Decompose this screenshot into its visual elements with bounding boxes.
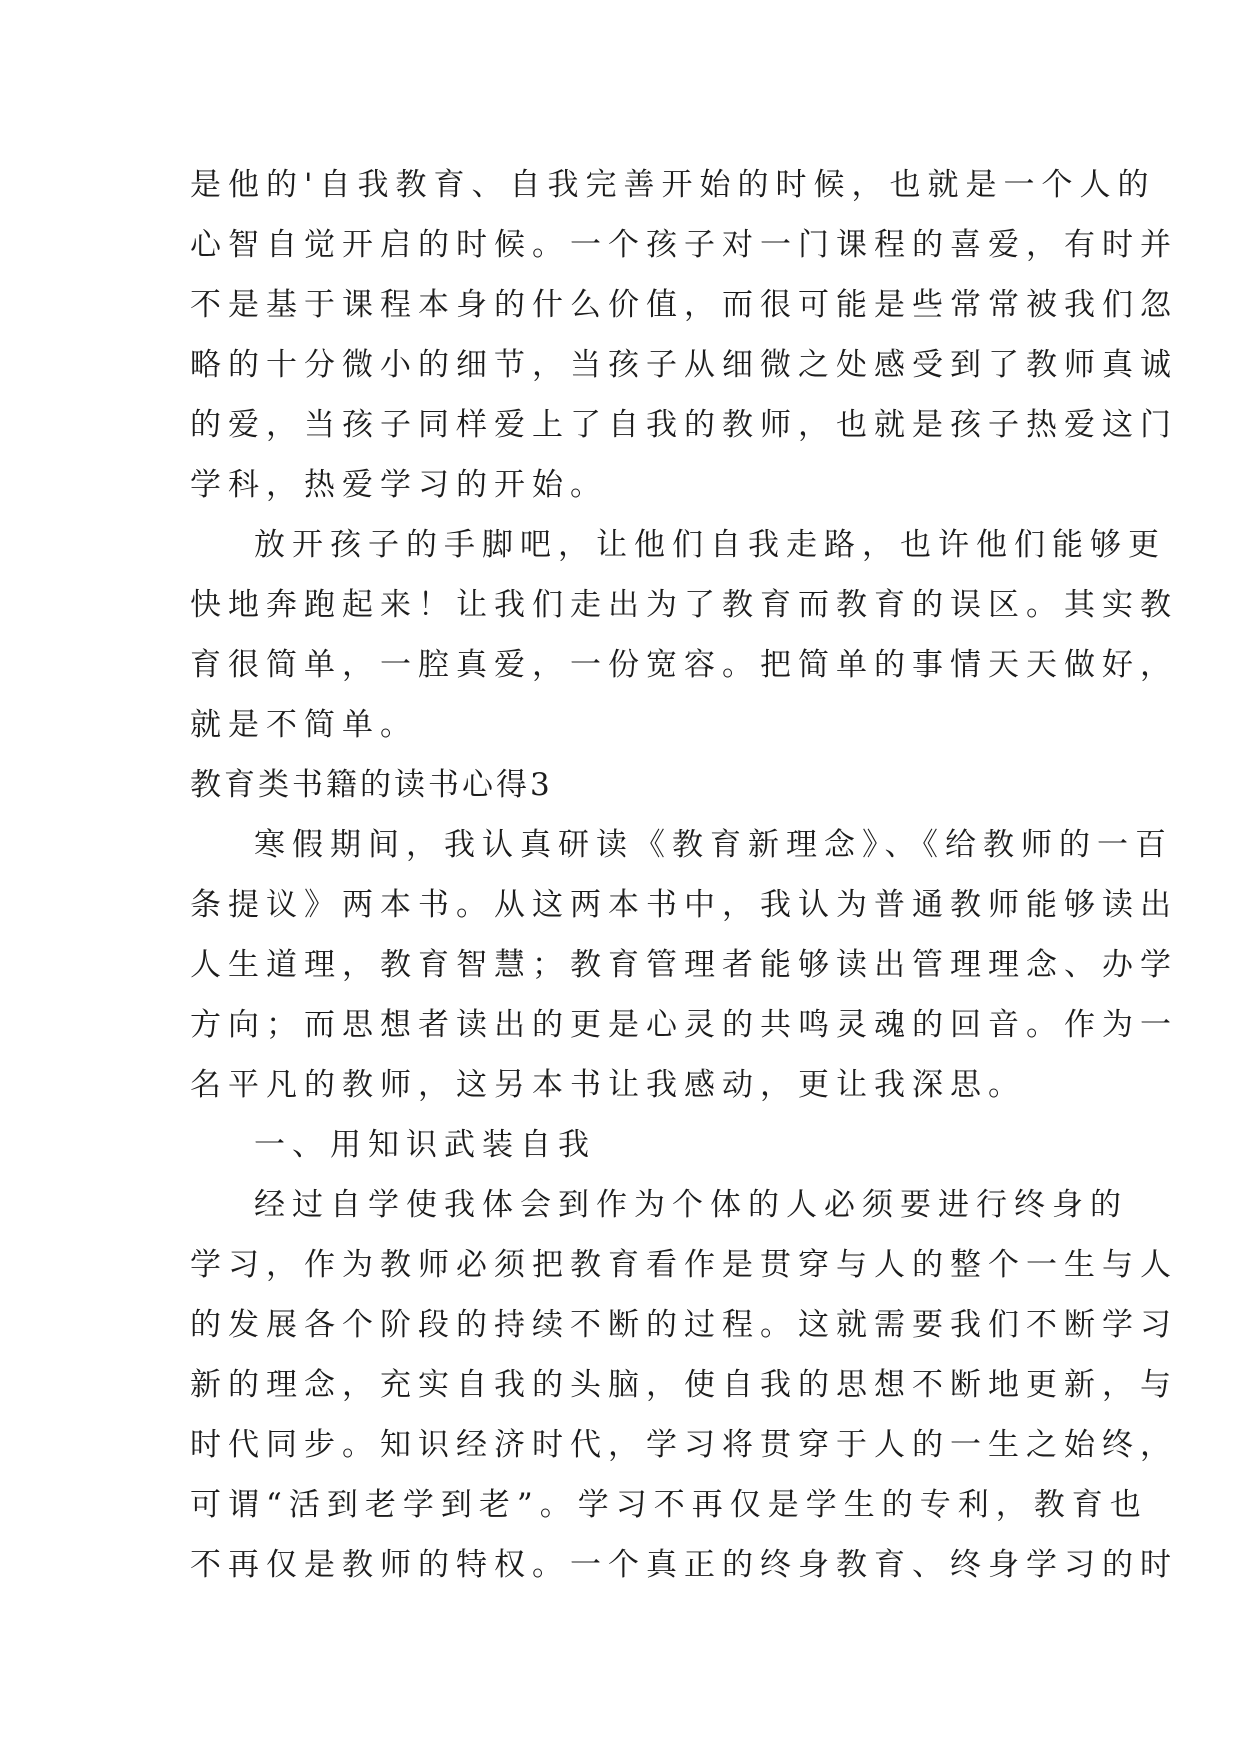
paragraph-line: 育很简单，一腔真爱，一份宽容。把简单的事情天天做好， [190, 647, 1178, 683]
paragraph-line: 就是不简单。 [190, 707, 418, 743]
paragraph-line: 快地奔跑起来！让我们走出为了教育而教育的误区。其实教 [190, 587, 1178, 623]
paragraph-line: 的发展各个阶段的持续不断的过程。这就需要我们不断学习 [190, 1307, 1178, 1343]
paragraph-line: 略的十分微小的细节，当孩子从细微之处感受到了教师真诚 [190, 347, 1178, 383]
paragraph-line: 不是基于课程本身的什么价值，而很可能是些常常被我们忽 [190, 287, 1178, 323]
paragraph-line: 的爱，当孩子同样爱上了自我的教师，也就是孩子热爱这门 [190, 407, 1178, 443]
paragraph-line: 人生道理，教育智慧；教育管理者能够读出管理理念、办学 [190, 947, 1178, 983]
paragraph-line: 名平凡的教师，这另本书让我感动，更让我深思。 [190, 1067, 1026, 1103]
paragraph-line: 学科，热爱学习的开始。 [190, 467, 608, 503]
paragraph-line: 学习，作为教师必须把教育看作是贯穿与人的整个一生与人 [190, 1247, 1178, 1283]
paragraph-line: 条提议》两本书。从这两本书中，我认为普通教师能够读出 [190, 887, 1178, 923]
paragraph-line: 新的理念，充实自我的头脑，使自我的思想不断地更新，与 [190, 1367, 1178, 1403]
subsection-heading: 一、用知识武装自我 [254, 1127, 596, 1163]
paragraph-line: 是他的'自我教育、自我完善开始的时候，也就是一个人的 [190, 167, 1156, 203]
paragraph-line: 不再仅是教师的特权。一个真正的终身教育、终身学习的时 [190, 1547, 1178, 1583]
paragraph-line: 放开孩子的手脚吧，让他们自我走路，也许他们能够更 [254, 527, 1166, 563]
paragraph-line: 寒假期间，我认真研读《教育新理念》、《给教师的一百 [254, 827, 1173, 863]
paragraph-line: 经过自学使我体会到作为个体的人必须要进行终身的 [254, 1187, 1128, 1223]
section-heading: 教育类书籍的读书心得3 [190, 767, 553, 803]
paragraph-line: 心智自觉开启的时候。一个孩子对一门课程的喜爱，有时并 [190, 227, 1178, 263]
document-body [190, 155, 1178, 1595]
paragraph-line: 方向；而思想者读出的更是心灵的共鸣灵魂的回音。作为一 [190, 1007, 1178, 1043]
paragraph-line: 可谓“活到老学到老”。学习不再仅是学生的专利，教育也 [190, 1487, 1148, 1523]
paragraph-line: 时代同步。知识经济时代，学习将贯穿于人的一生之始终， [190, 1427, 1178, 1463]
